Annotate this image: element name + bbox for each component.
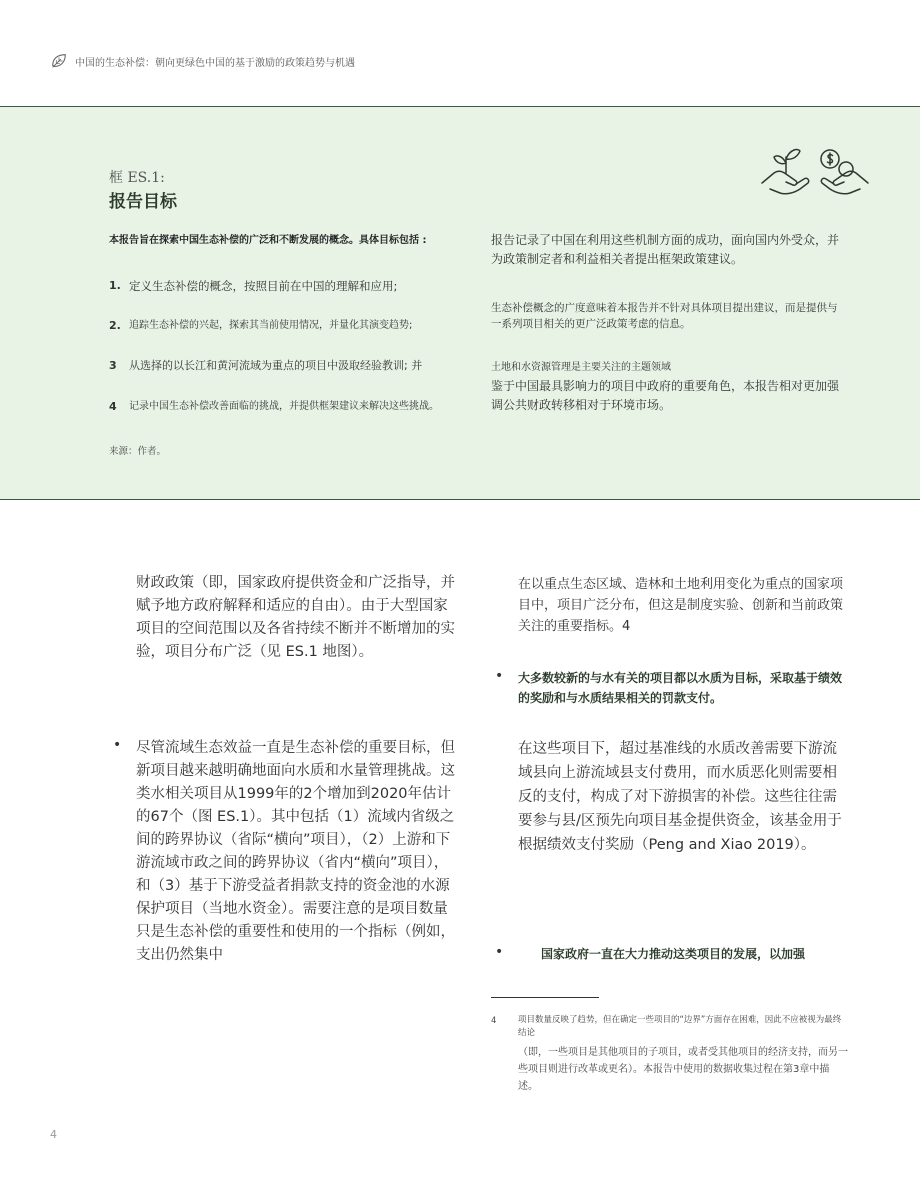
box-heading: 报告目标 [109, 192, 177, 212]
objective-number: 3 [109, 359, 117, 372]
document-title: 中国的生态补偿：朝向更绿色中国的基于激励的政策趋势与机遇 [75, 57, 355, 69]
right-bold-point-1: 大多数较新的与水有关的项目都以水质为目标，采取基于绩效的奖励和与水质结果相关的罚款支付。 [518, 671, 843, 705]
box-right-subheading: 土地和水资源管理是主要关注的主题领域 [491, 362, 671, 373]
objective-text: 从选择的以长江和黄河流域为重点的项目中汲取经验教训; 并 [129, 359, 423, 372]
bullet-marker: • [495, 944, 504, 960]
objective-3 [109, 359, 459, 373]
footnote-text-2: （即，一些项目是其他项目的子项目，或者受其他项目的经济支持，而另一些项目则进行改革或更名）。本报告中使用的数据收集过程在第3章中描述。 [518, 1047, 848, 1092]
right-bold-point-2: 国家政府一直在大力推动这类项目的发展，以加强 [541, 947, 806, 961]
page-number: 4 [50, 1128, 57, 1141]
box-right-paragraph-2: 生态补偿概念的广度意味着本报告并不针对具体项目提出建议，而是提供与一系列项目相关的更广泛政策考虑的信息。 [491, 302, 838, 330]
box-label: 框 ES.1: [109, 170, 165, 186]
objective-2 [109, 319, 459, 333]
objective-number: 4 [109, 400, 117, 413]
box-right-paragraph-3: 鉴于中国最具影响力的项目中政府的重要角色，本报告相对更加强调公共财政转移相对于环境市场。 [491, 379, 840, 412]
objective-number: 1. [109, 279, 121, 292]
right-paragraph-2: 在这些项目下，超过基准线的水质改善需要下游流域县向上游流域县支付费用，而水质恶化则需要相反的支付，构成了对下游损害的补偿。这些往往需要参与县/区预先向项目基金提供资金，该基金用于根据绩效支付奖励（Peng and Xiao 2019）。 [518, 741, 842, 853]
objective-text: 记录中国生态补偿改善面临的挑战，并提供框架建议来解决这些挑战。 [129, 401, 439, 412]
objective-1 [109, 279, 459, 293]
hands-plant-money-icon [760, 143, 870, 201]
bullet-marker: • [495, 668, 504, 684]
footnote-rule [491, 997, 599, 998]
leaf-icon [50, 52, 68, 70]
objective-text: 追踪生态补偿的兴起，探索其当前使用情况，并量化其演变趋势; [129, 320, 413, 331]
box-intro: 本报告旨在探索中国生态补偿的广泛和不断发展的概念。具体目标包括 : [109, 235, 427, 246]
objective-4 [109, 400, 459, 414]
box-es1 [0, 106, 920, 500]
left-paragraph-2: 尽管流域生态效益一直是生态补偿的重要目标，但新项目越来越明确地面向水质和水量管理挑战。这类水相关项目从1999年的2个增加到2020年估计的67个（图 ES.1）。其中包括（1）流域内省级之间的跨界协议（省际“横向”项目），（2）上游和下游流域市政之间的跨界协议（省内“横向”项目），和（3）基于下游受益者捐款支持的资金池的水源保护项目（当地水资金）。需要注意的是项目数量只是生态补偿的重要性和使用的一个指标（例如，支出仍然集中 [136, 740, 455, 963]
left-paragraph-1: 财政政策（即，国家政府提供资金和广泛指导，并赋予地方政府解释和适应的自由）。由于大型国家项目的空间范围以及各省持续不断并不断增加的实验，项目分布广泛（见 ES.1 地图）。 [136, 575, 455, 660]
objective-text: 定义生态补偿的概念，按照目前在中国的理解和应用; [129, 279, 398, 293]
box-source: 来源：作者。 [109, 446, 167, 457]
box-right-paragraph-1: 报告记录了中国在利用这些机制方面的成功，面向国内外受众，并为政策制定者和利益相关者提出框架政策建议。 [491, 233, 840, 266]
footnote-text-1: 项目数量反映了趋势，但在确定一些项目的“边界”方面存在困难，因此不应被视为最终结论 [518, 1015, 842, 1038]
objective-number: 2. [109, 319, 121, 332]
footnote-number: 4 [491, 1016, 497, 1026]
running-header [50, 52, 355, 70]
bullet-marker: • [113, 737, 122, 753]
right-paragraph-1: 在以重点生态区域、造林和土地利用变化为重点的国家项目中，项目广泛分布，但这是制度实验、创新和当前政策关注的重要指标。4 [518, 577, 844, 634]
